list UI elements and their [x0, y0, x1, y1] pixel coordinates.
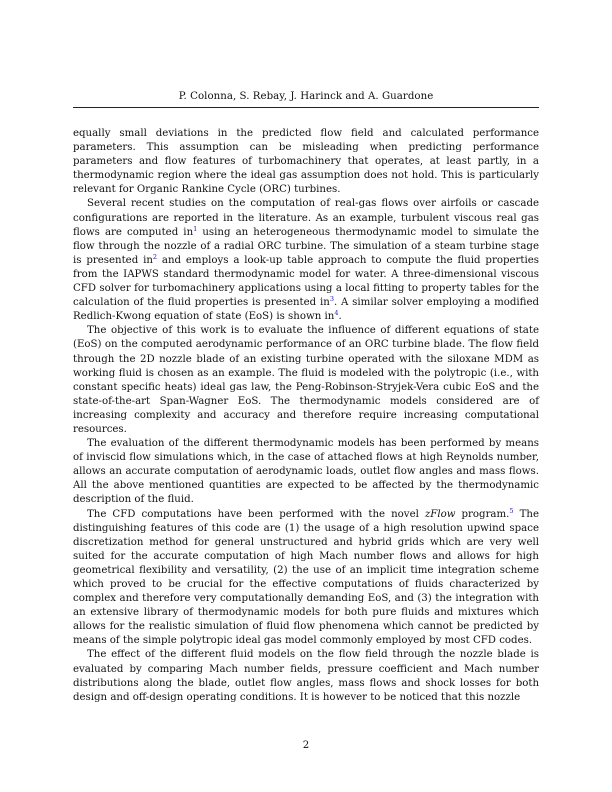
running-head: P. Colonna, S. Rebay, J. Harinck and A. Guardone [178, 91, 434, 102]
paragraph-2 [73, 197, 539, 324]
citation-1[interactable]: 1 [193, 224, 198, 233]
header-rule [73, 107, 539, 108]
citation-3[interactable]: 3 [329, 295, 334, 304]
paragraph-3: The objective of this work is to evaluate the influence of different equations of state (EoS) on the computed aerodynamic performance of an ORC turbine blade. The flow field through the 2D nozzle blade of an existing turbine operated with the siloxane MDM as working fluid is chosen as an example. The fluid is modeled with the polytropic (i.e., with constant specific heats) ideal gas law, the Peng-Robinson-Stryjek-Vera cubic EoS and the state-of-the-art Span-Wagner EoS. The thermodynamic models considered are of increasing complexity and accuracy and therefore require increasing computational resources. [73, 325, 539, 435]
body-text [73, 127, 539, 705]
paragraph-6: The effect of the different fluid models on the flow field through the nozzle blade is evaluated by comparing Mach number fields, pressure coefficient and Mach number distributions along the blade, outlet flow angles, mass flows and shock losses for both design and off-design operating conditions. It is however to be noticed that this nozzle [73, 649, 539, 703]
paragraph-5-text-c: The distinguishing features of this code are (1) the usage of a high resolution upwind space discretization method for general unstructured and hybrid grids which are very well suited for the accurate computation of high Mach number flows and allows for high geometrical flexibility and versatility, (2) the use of an implicit time integration scheme which proved to be crucial for the effective computations of fluids characterized by complex and therefore very computationally demanding EoS, and (3) the integration with an extensive library of thermodynamic models for both pure fluids and mixtures which allows for the realistic simulation of fluid flow phenomena which cannot be predicted by means of the simple polytropic ideal gas model commonly employed by most CFD codes. [73, 508, 539, 647]
paragraph-5 [73, 508, 539, 649]
paragraph-2-text-e: . [338, 311, 342, 323]
paragraph-2-text-a: Several recent studies on the computation of real-gas flows over airfoils or cascade configurations are reported in the literature. As an example, turbulent viscous real gas flows are computed in [73, 198, 539, 238]
paragraph-2-text-d: . A similar solver employing a modified Redlich-Kwong equation of state (EoS) is shown in [73, 297, 539, 323]
paragraph-1: equally small deviations in the predicted flow field and calculated performance parameters. This assumption can be misleading when predicting performance parameters and flow features of turbomachinery that operates, at least partly, in a thermodynamic region where the ideal gas assumption does not hold. This is particularly relevant for Organic Rankine Cycle (ORC) turbines. [73, 128, 539, 196]
page-number: 2 [302, 740, 310, 751]
paragraph-5-text-a: The CFD computations have been performed with the novel [87, 508, 425, 520]
citation-4[interactable]: 4 [334, 309, 339, 318]
paragraph-2-text-c: and employs a look-up table approach to compute the fluid properties from the IAPWS standard thermodynamic model for water. A three-dimensional viscous CFD solver for turbomachinery applications using a local fitting to property tables for the calculation of the fluid properties is presented in [73, 254, 539, 309]
paragraph-4: The evaluation of the different thermodynamic models has been performed by means of inviscid flow simulations which, in the case of attached flows at high Reynolds number, allows an accurate computation of aerodynamic loads, outlet flow angles and mass flows. All the above mentioned quantities are expected to be affected by the thermodynamic description of the fluid. [73, 438, 539, 506]
citation-5[interactable]: 5 [509, 506, 514, 515]
paragraph-5-text-b: program. [455, 508, 510, 520]
program-name: zFlow [424, 508, 456, 520]
paragraph-2-text-b: using an heterogeneous thermodynamic model to simulate the flow through the nozzle of a radial ORC turbine. The simulation of a steam turbine stage is presented in [73, 226, 540, 266]
citation-2[interactable]: 2 [152, 252, 158, 261]
